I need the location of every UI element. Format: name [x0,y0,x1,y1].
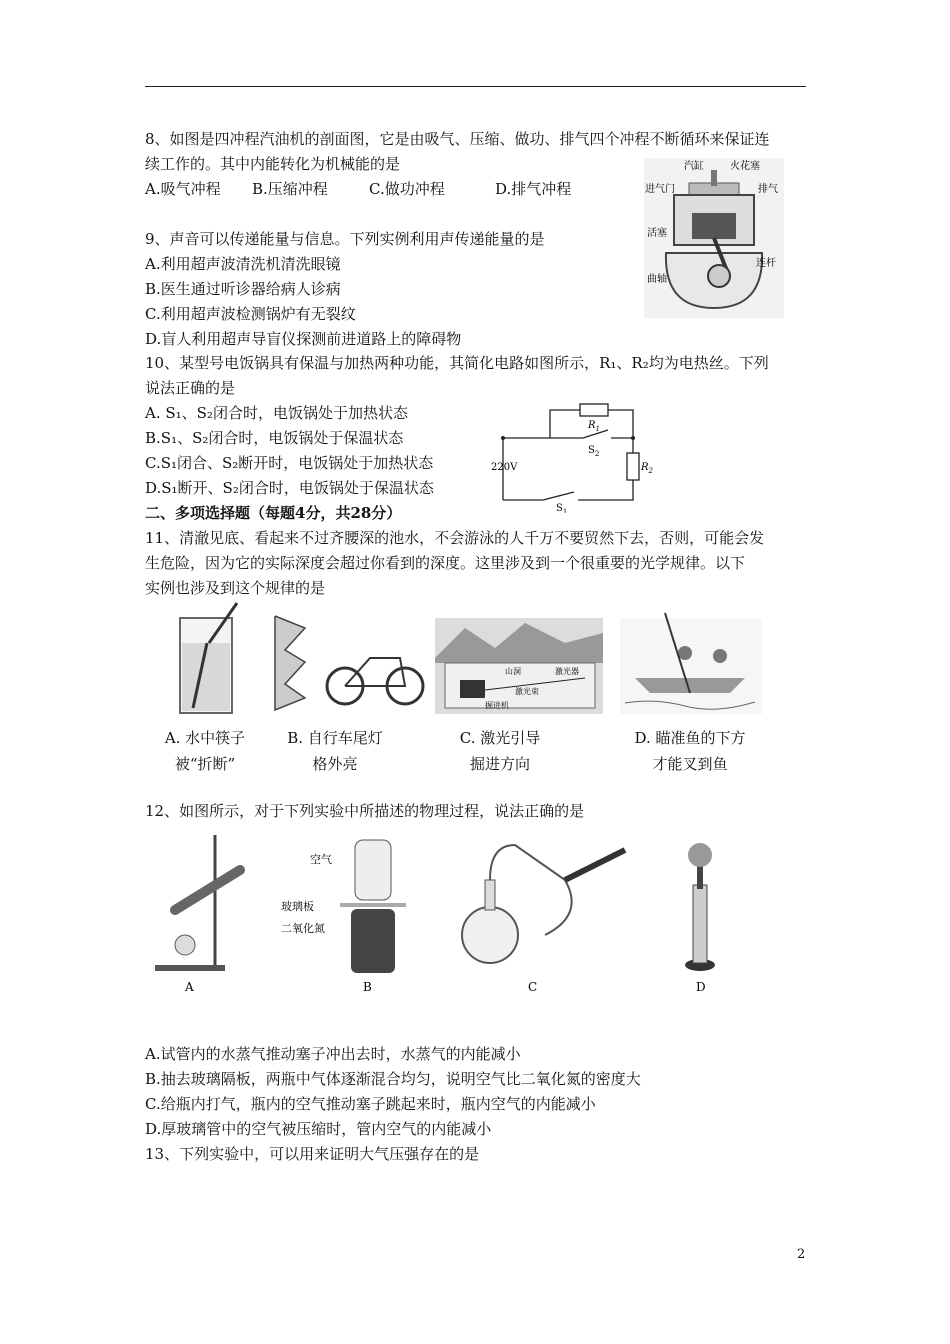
engine-label-spark-plug: 火花塞 [730,161,760,172]
boring-machine [460,680,485,698]
engine-label-crankshaft: 曲轴 [647,274,667,285]
engine-crankshaft [708,265,730,287]
svg-text:R1 [587,420,600,433]
s2-label: S [588,445,595,456]
tunnel-laser-image [435,618,603,714]
tunnel-label-cave: 山洞 [505,667,521,676]
q8-option-a: A.吸气冲程 [145,180,221,198]
q12-fig-letter-b: B [363,980,372,994]
engine-spark-plug [711,170,717,186]
q11-caption-a [150,725,260,777]
page-number: 2 [797,1247,806,1262]
compression-tube-apparatus [685,843,715,994]
header-rule [145,86,806,87]
r1-resistor [580,404,608,416]
q8-text-line2: 续工作的。其中内能转化为机械能的是 [145,155,401,173]
q11-caption-a-line1: A. 水中筷子 [164,729,246,747]
q9-option-a: A.利用超声波清洗机清洗眼镜 [145,255,341,273]
q12-fig-letter-d: D [696,980,706,994]
r1-wire-right [608,410,633,438]
rice-cooker-circuit-figure [488,398,658,513]
q11-caption-c [440,725,560,777]
q11-caption-c-line2: 掘进方向 [469,755,530,773]
tunnel-label-machine: 掘进机 [485,701,509,710]
flask-pump-apparatus [462,845,625,994]
q8-option-c: C.做功冲程 [369,180,445,198]
r1-wire-left [550,410,580,438]
fishing-bg [620,618,762,714]
circuit-node [501,436,505,440]
spear-fishing-image [620,613,762,714]
svg-text:S2 [588,445,599,458]
bottle-label-no2: 二氧化氮 [281,922,325,935]
s1-switch-blade [543,492,574,500]
q11-text-line1: 11、清澈见底、看起来不过齐腰深的池水，不会游泳的人千万不要贸然下去，否则，可能会发 [145,529,765,547]
fisher-head-1 [678,646,692,660]
tunnel-label-beam: 激光束 [515,687,539,696]
q8-option-d: D.排气冲程 [495,180,572,198]
air-bottle [355,840,391,900]
q10-option-c: C.S₁闭合、S₂断开时，电饭锅处于加热状态 [145,454,434,472]
q10-option-a: A. S₁、S₂闭合时，电饭锅处于加热状态 [145,404,408,422]
circuit-node [631,436,635,440]
q11-caption-a-line2: 被“折断” [174,755,236,773]
hand [688,843,712,867]
circuit-voltage-label: 220V [491,462,518,473]
q11-images-strip [145,598,763,718]
fisher-head-2 [713,649,727,663]
q10-option-d: D.S₁断开、S₂闭合时，电饭锅处于保温状态 [145,479,434,497]
q9-option-b: B.医生通过听诊器给病人诊病 [145,280,341,298]
circuit-wire-left-top [503,438,633,500]
q10-text-line1: 10、某型号电饭锅具有保温与加热两种功能，其简化电路如图所示，R₁、R₂均为电热丝。下列 [145,354,769,372]
q12-option-b: B.抽去玻璃隔板，两瓶中气体逐渐混合均匀，说明空气比二氧化氮的密度大 [145,1070,641,1088]
q11-caption-d-line2: 才能叉到鱼 [652,755,728,773]
glass-plate [340,903,406,907]
s1-label: S [556,503,563,513]
alcohol-lamp [175,935,195,955]
engine-label-exhaust: 排气 [758,184,778,195]
q11-text-line3: 实例也涉及到这个规律的是 [145,579,326,597]
engine-label-rod: 连杆 [756,258,776,269]
s2-gap [583,434,611,442]
q11-text-line2: 生危险，因为它的实际深度会超过你看到的深度。这里涉及到一个很重要的光学规律。以下 [145,554,746,572]
engine-label-piston: 活塞 [647,228,667,239]
bicycle-reflector-image [275,616,423,710]
s2-label-sub: 2 [594,450,600,458]
svg-text:R2 [640,462,654,475]
engine-piston [692,213,736,239]
q9-text: 9、声音可以传递能量与信息。下列实例利用声传递能量的是 [145,230,545,248]
glass-tube [693,885,707,963]
q10-option-b: B.S₁、S₂闭合时，电饭锅处于保温状态 [145,429,404,447]
test-tube [175,870,240,910]
flask-neck [485,880,495,910]
q8-option-b: B.压缩冲程 [252,180,328,198]
q12-option-d: D.厚玻璃管中的空气被压缩时，管内空气的内能减小 [145,1120,492,1138]
no2-bottle [351,909,395,973]
q11-caption-c-line1: C. 激光引导 [459,729,541,747]
q10-text-line2: 说法正确的是 [145,379,236,397]
engine-label-cylinder: 汽缸 [684,161,704,172]
gas-diffusion-apparatus [281,840,406,994]
q9-option-c: C.利用超声波检测锅炉有无裂纹 [145,305,356,323]
q12-fig-letter-c: C [528,980,538,994]
engine-label-intake: 进气门 [645,184,675,195]
tunnel-label-laser: 激光器 [555,667,579,676]
r2-label-sub: 2 [648,467,653,475]
q12-text: 12、如图所示，对于下列实验中所描述的物理过程，说法正确的是 [145,802,585,820]
circuit-wire-right-bottom [578,480,633,500]
r2-label: R [641,462,649,473]
s1-label-sub: 1 [562,508,568,513]
bottle-label-glass: 玻璃板 [281,900,314,913]
q11-caption-b-line2: 格外亮 [312,755,358,773]
r1-label-sub: 1 [595,425,600,433]
test-tube-apparatus [155,835,240,994]
q11-caption-b-line1: B. 自行车尾灯 [287,729,383,747]
q12-experiments-figure [145,825,765,995]
r1-label: R [588,420,596,431]
svg-text:S1 [556,503,567,513]
plunger-rod [697,865,703,889]
q9-option-d: D.盲人利用超声导盲仪探测前进道路上的障碍物 [145,330,462,348]
flask [462,907,518,963]
q13-text: 13、下列实验中，可以用来证明大气压强存在的是 [145,1145,480,1163]
bottle-label-air: 空气 [310,853,332,866]
q12-option-c: C.给瓶内打气，瓶内的空气推动塞子跳起来时，瓶内空气的内能减小 [145,1095,596,1113]
glass-chopstick-image [180,603,237,713]
q11-caption-d [615,725,765,777]
q12-option-a: A.试管内的水蒸气推动塞子冲出去时，水蒸气的内能减小 [145,1045,521,1063]
q11-caption-b [280,725,390,777]
pump-handle [565,850,625,880]
r2-resistor [627,453,639,480]
section-2-heading: 二、多项选择题（每题4分，共28分） [145,504,402,522]
reflector-shape [275,616,305,710]
q12-fig-letter-a: A [185,980,194,994]
q8-text-line1: 8、如图是四冲程汽油机的剖面图，它是由吸气、压缩、做功、排气四个冲程不断循环来保证连 [145,130,770,148]
stand-base [155,965,225,971]
q11-caption-d-line1: D. 瞄准鱼的下方 [634,729,746,747]
engine-cross-section-figure [644,158,784,318]
